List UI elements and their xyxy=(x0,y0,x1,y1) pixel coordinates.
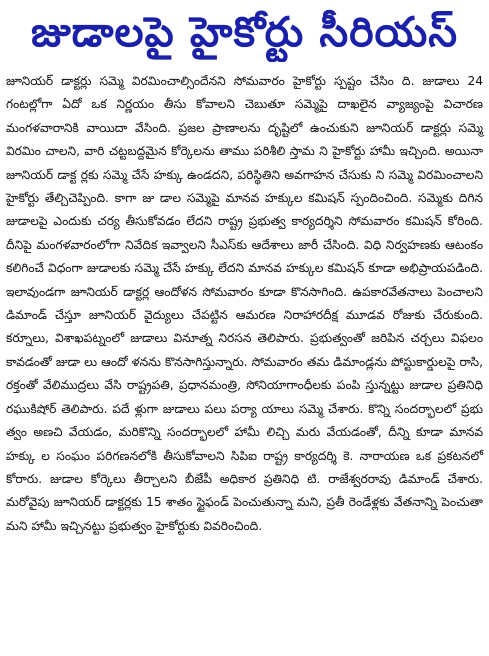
headline: జుడాలపై హైకోర్టు సీరియస్ xyxy=(30,8,459,56)
article-body: జూనియర్ డాక్టర్లు సమ్మె విరమించాల్సిందేనని సోమవారం హైకోర్టు స్పష్టం చేసిం ది. జుడాలు 24 గంటల్లోగా ఏదో ఒక నిర్ణయం తీసు కోవాలని చెబుతూ సమ్మెపై దాఖలైన వ్యాజ్యంపై విచారణ మంగళవారానికి వాయిదా వేసింది. ప్రజల ప్రాణాలను దృష్టిలో ఉంచుకుని జూనియర్ డాక్టర్లు సమ్మె విరమిం చాలని, వారి చట్టబద్దమైన కోర్కెలను తాము పరిశీలి స్తామ ని హైకోర్టు హామీ ఇచ్చింది. అయినా జూనియర్ డాక్ట ర్లకు సమ్మె చేసే హక్కు ఉండదని, పరిస్థితిని అవగాహన చేసుకు ని సమ్మె విరమించాలని హైకోర్టు తేల్చిచెప్పింది. కాగా జు డాల సమ్మెపై మానవ హక్కుల కమిషన్ స్పందించింది. సమ్మెకు దిగిన జుడాలపై ఎందుకు చర్య తీసుకోవడం లేదని రాష్ట్ర ప్రభుత్వ కార్యదర్శిని సోమవారం కమిషన్ కోరింది. దీనిపై మంగళవారంలోగా నివేదిక ఇవ్వాలని సీఎస్‌కు ఆదేశాలు జారీ చేసింది. విధి నిర్వహణకు ఆటంకం కలిగించే విధంగా జుడాలకు సమ్మె చేసే హక్కు లేదని మానవ హక్కుల కమిషన్ కూడా అభిప్రాయపడింది. ఇలావుండగా జూనియర్ డాక్టర్ల ఆందోళన సోమవారం కూడా కొనసాగింది. ఉపకారవేతనాలు పెంచాలని డిమాండ్ చేస్తూ జూనియర్ వైద్యులు చేపట్టిన ఆమరణ నిరాహారదీక్ష మూడవ రోజుకు చేరుకుంది. కర్నూలు, విశాఖపట్నంలో జుడాలు వినూత్న నిరసన తెలిపారు. ప్రభుత్వంతో జరిపిన చర్చలు విఫలం కావడంతో జుడా లు ఆందో ళనను కొనసాగిస్తున్నారు. సోమవారం తమ డిమాండ్లను పోస్టుకార్డులపై రాసి, రక్తంతో వేలిముద్రలు వేసి రాష్ట్రపతి, ప్రధానమంత్రి, సోనియాగాంధీలకు పంపి స్తున్నట్టు జుడాల ప్రతినిధి రఘుకిషోర్ తెలిపారు. పదే ళ్లుగా జుడాలు పలు పర్యా యాలు సమ్మె చేశారు. కొన్ని సందర్భాలలో ప్రభు త్వం అణచి వేయడం, మరికొన్ని సందర్భాలలో హామీ లిచ్చి మరు వేయడంతో, దీన్ని కూడా మానవ హక్కు ల సంఘం పరిగణనలోకి తీసుకోవాలని సిపిఐ రాష్ట్ర కార్యదర్శి కె. నారాయణ ఒక ప్రకటనలో కోరారు. జుడాల కోర్కెలు తీర్చాలని బీజేపీ అధికార ప్రతినిధి టి. రాజేశ్వరరావు డిమాండ్ చేశారు. మరోవైపు జూనియర్ డాక్టర్లకు 15 శాతం స్టైఫండ్ పెంచుతున్నా మని, ప్రతీ రెండేళ్లకు వేతనాన్ని పెంచుతా మని హామీ ఇచ్చినట్టు ప్రభుత్వం హైకోర్టుకు వివరించింది. xyxy=(6,74,483,533)
